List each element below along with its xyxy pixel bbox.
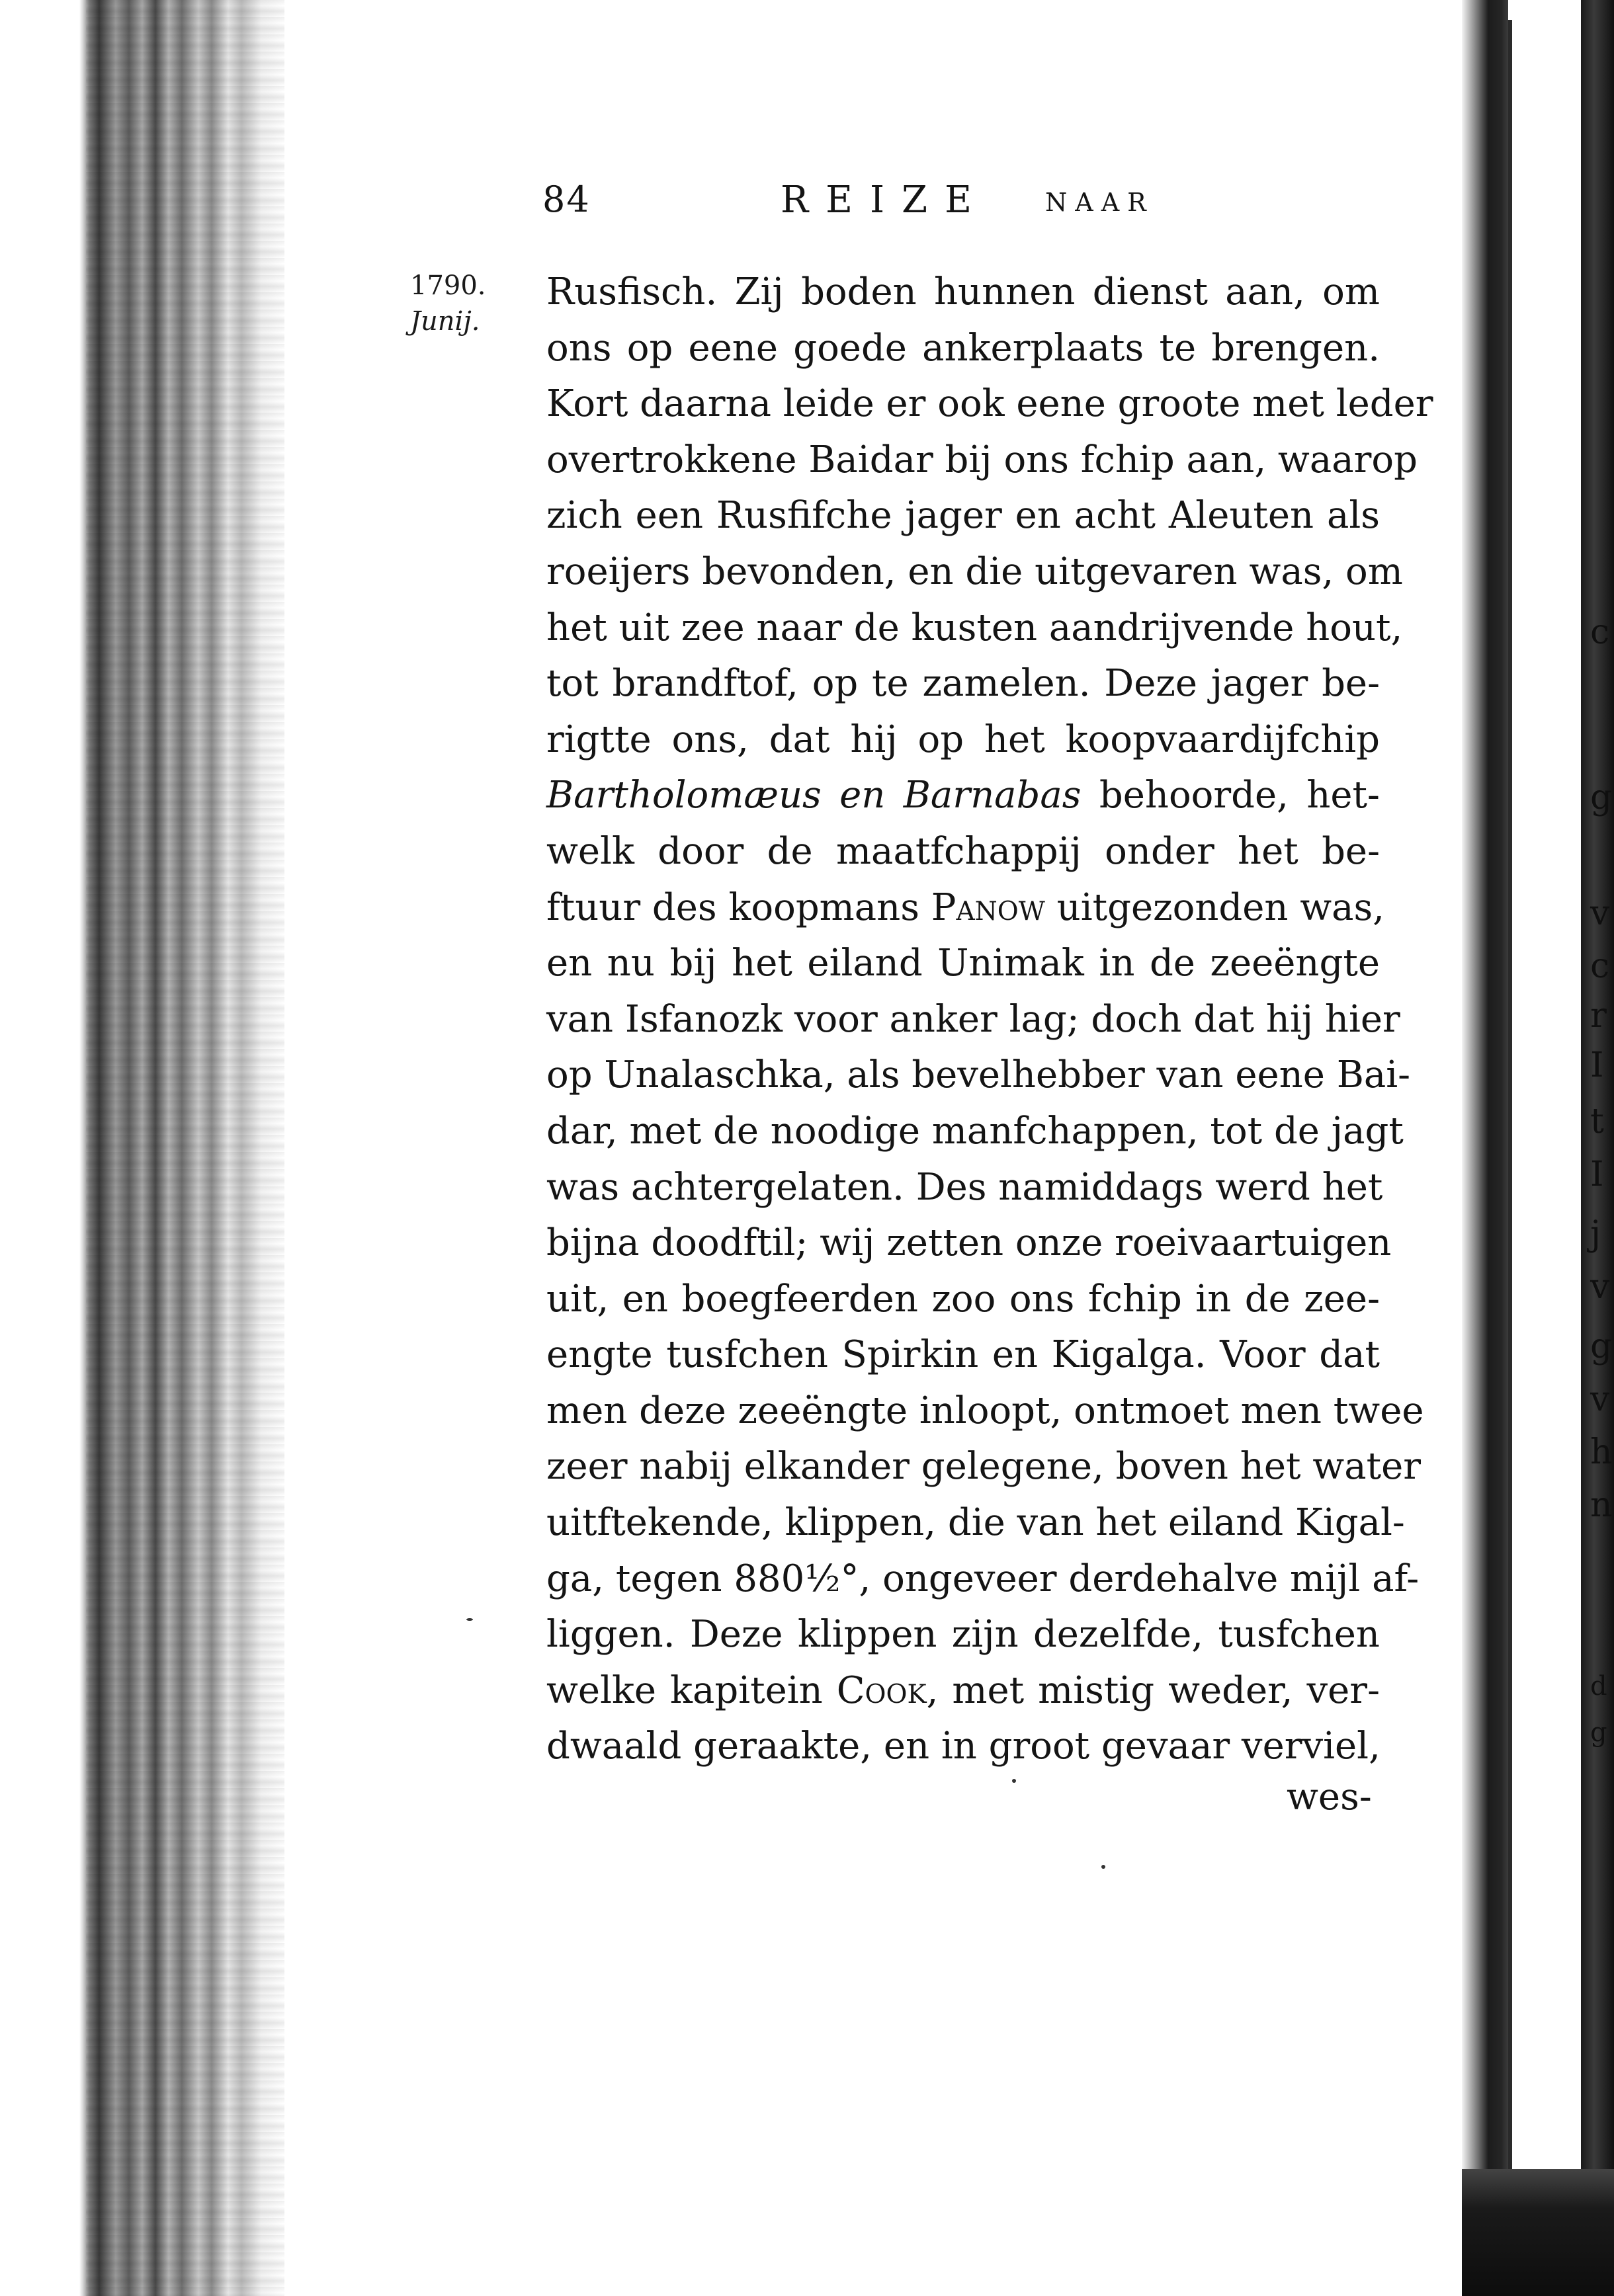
fragment-letter: j [1590, 1214, 1601, 1254]
stray-ink-mark [1101, 1865, 1105, 1869]
fragment-letter: n [1590, 1485, 1613, 1525]
text-line: van Isfanozk voor anker lag; doch dat hij hier [546, 997, 1400, 1041]
running-header [542, 179, 1402, 238]
fragment-letter: t [1590, 1102, 1604, 1141]
stray-ink-mark [1012, 1779, 1016, 1783]
person-name: Cook [836, 1668, 927, 1712]
fragment-letter: I [1590, 1046, 1604, 1085]
text-line: tot brandftof, op te zamelen. Deze jager be- [546, 662, 1380, 706]
text-line: bijna doodftil; wij zetten onze roeivaartuigen [546, 1221, 1392, 1265]
fragment-letter: r [1590, 996, 1607, 1036]
text-line: welk door de maatfchappij onder het be- [546, 829, 1380, 873]
text-line [546, 768, 1380, 824]
text-segment: ftuur des koopmans [546, 885, 919, 929]
text-line: was achtergelaten. Des namiddags werd het [546, 1165, 1383, 1209]
text-line: ga, tegen 880½°, ongeveer derdehalve mijl af- [546, 1557, 1420, 1600]
stray-ink-mark [466, 1618, 473, 1621]
running-title: REIZE [781, 179, 989, 222]
text-segment: , met mistig weder, ver- [926, 1668, 1380, 1712]
text-line: liggen. Deze klippen zijn dezelfde, tusfchen [546, 1613, 1380, 1657]
text-line: ons op eene goede ankerplaats te brengen. [546, 326, 1380, 370]
next-page-strip [1508, 20, 1585, 2169]
text-line: en nu bij het eiland Unimak in de zeeëngte [546, 942, 1380, 985]
fragment-letter: g [1590, 1327, 1613, 1366]
text-line: Rusfisch. Zij boden hunnen dienst aan, om [546, 270, 1380, 313]
book-binding-left [0, 0, 284, 2296]
fragment-letter: c [1590, 946, 1610, 986]
page-number: 84 [542, 179, 591, 220]
margin-month: Junij. [410, 306, 480, 337]
fragment-letter: v [1590, 1379, 1610, 1419]
fragment-letter: v [1590, 893, 1610, 933]
catchword: wes- [1287, 1776, 1372, 1819]
text-line: zeer nabij elkander gelegene, boven het water [546, 1445, 1422, 1489]
fragment-letter: d [1590, 1671, 1607, 1702]
margin-year: 1790. [410, 270, 486, 301]
next-page-letter-fragments [1590, 0, 1614, 2296]
text-segment: behoorde, het- [1099, 774, 1380, 817]
text-line: men deze zeeëngte inloopt, ontmoet men twee [546, 1389, 1424, 1432]
text-line: op Unalaschka, als bevelhebber van eene Bai- [546, 1053, 1411, 1097]
text-line: rigtte ons, dat hij op het koopvaardijfchip [546, 718, 1380, 761]
running-title-suffix: NAAR [1045, 188, 1154, 217]
fragment-letter: h [1590, 1432, 1613, 1472]
text-line: overtrokkene Baidar bij ons fchip aan, waarop [546, 438, 1418, 481]
margin-date-note [410, 268, 529, 339]
text-line: roeijers bevonden, en die uitgevaren was, om [546, 550, 1403, 593]
text-segment: uitgezonden was, [1056, 885, 1385, 929]
text-line: engte tusfchen Spirkin en Kigalga. Voor dat [546, 1333, 1380, 1377]
text-line: Kort daarna leide er ook eene groote met leder [546, 382, 1433, 426]
text-line [546, 1663, 1380, 1719]
body-text [546, 265, 1433, 1775]
ship-name: Bartholomæus en Barnabas [546, 774, 1082, 817]
text-line: dar, met de noodige manfchappen, tot de jagt [546, 1109, 1404, 1153]
text-line: zich een Rusfifche jager en acht Aleuten als [546, 494, 1380, 538]
text-line: uit, en boegfeerden zoo ons fchip in de zee- [546, 1277, 1380, 1321]
text-line [546, 880, 1385, 936]
book-gutter-right [1462, 0, 1508, 2296]
text-line: uitftekende, klippen, die van het eiland Kigal- [546, 1501, 1405, 1545]
fragment-letter: c [1590, 612, 1610, 652]
fragment-letter: g [1590, 778, 1613, 817]
person-name: Panow [931, 885, 1045, 929]
fragment-letter: v [1590, 1267, 1610, 1307]
text-line: dwaald geraakte, en in groot gevaar verviel, [546, 1725, 1380, 1768]
fragment-letter: g [1590, 1717, 1607, 1748]
fragment-letter: I [1590, 1155, 1604, 1194]
text-segment: welke kapitein [546, 1668, 823, 1712]
text-line: het uit zee naar de kusten aandrijvende hout, [546, 606, 1403, 649]
